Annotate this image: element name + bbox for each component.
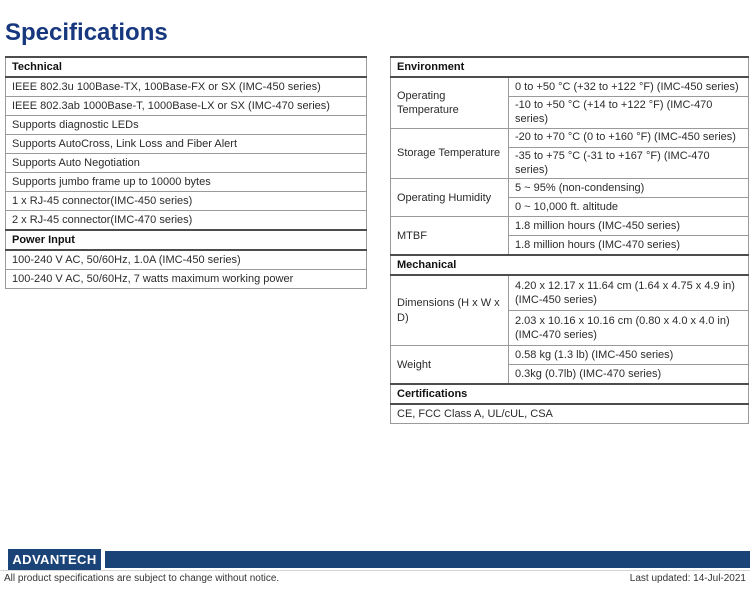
table-row — [391, 128, 749, 147]
spec-label-cell: Weight — [391, 346, 509, 385]
spec-value-cell: 0.58 kg (1.3 lb) (IMC-450 series) — [509, 346, 749, 365]
spec-cell: IEEE 802.3u 100Base-TX, 100Base-FX or SX (IMC-450 series) — [6, 77, 367, 97]
spec-value-cell: 4.20 x 12.17 x 11.64 cm (1.64 x 4.75 x 4.9 in) (IMC-450 series) — [509, 275, 749, 311]
spec-value-cell: 2.03 x 10.16 x 10.16 cm (0.80 x 4.0 x 4.0 in) (IMC-470 series) — [509, 311, 749, 346]
table-row — [391, 77, 749, 97]
footer-last-updated: Last updated: 14-Jul-2021 — [629, 573, 746, 584]
section-header-row — [6, 230, 367, 250]
section-header-power-input: Power Input — [6, 230, 367, 250]
spec-value-cell: -10 to +50 °C (+14 to +122 °F) (IMC-470 series) — [509, 97, 749, 129]
spec-value-cell: -35 to +75 °C (-31 to +167 °F) (IMC-470 series) — [509, 147, 749, 179]
footer-brand-bar — [105, 551, 750, 568]
table-row — [391, 217, 749, 236]
section-header-row — [391, 255, 749, 275]
spec-cell: Supports Auto Negotiation — [6, 154, 367, 173]
table-row — [6, 211, 367, 231]
table-row — [6, 250, 367, 270]
section-header-mechanical: Mechanical — [391, 255, 749, 275]
spec-cell: Supports AutoCross, Link Loss and Fiber Alert — [6, 135, 367, 154]
spec-cell: Supports diagnostic LEDs — [6, 116, 367, 135]
page-title: Specifications — [5, 19, 168, 46]
spec-value-cell: 0 to +50 °C (+32 to +122 °F) (IMC-450 series) — [509, 77, 749, 97]
table-row — [391, 346, 749, 365]
spec-value-cell: 1.8 million hours (IMC-450 series) — [509, 217, 749, 236]
spec-cell: CE, FCC Class A, UL/cUL, CSA — [391, 404, 749, 424]
section-header-environment: Environment — [391, 57, 749, 77]
technical-specs-table — [5, 56, 367, 289]
spec-value-cell: 0 ~ 10,000 ft. altitude — [509, 198, 749, 217]
spec-cell: 1 x RJ-45 connector(IMC-450 series) — [6, 192, 367, 211]
section-header-row — [391, 57, 749, 77]
advantech-logo: ADVANTECH — [8, 549, 101, 570]
spec-label-cell: Operating Humidity — [391, 179, 509, 217]
table-row — [6, 97, 367, 116]
environment-specs-table — [390, 56, 749, 424]
table-row — [391, 404, 749, 424]
section-header-certifications: Certifications — [391, 384, 749, 404]
table-row — [6, 135, 367, 154]
spec-value-cell: 0.3kg (0.7lb) (IMC-470 series) — [509, 365, 749, 385]
section-header-row — [6, 57, 367, 77]
table-row — [391, 275, 749, 311]
spec-label-cell: MTBF — [391, 217, 509, 256]
section-header-technical: Technical — [6, 57, 367, 77]
spec-cell: 100-240 V AC, 50/60Hz, 1.0A (IMC-450 series) — [6, 250, 367, 270]
spec-cell: Supports jumbo frame up to 10000 bytes — [6, 173, 367, 192]
spec-label-cell: Storage Temperature — [391, 128, 509, 179]
table-row — [6, 154, 367, 173]
spec-cell: 100-240 V AC, 50/60Hz, 7 watts maximum working power — [6, 270, 367, 289]
footer-divider — [0, 570, 750, 571]
table-row — [6, 192, 367, 211]
spec-label-cell: Operating Temperature — [391, 77, 509, 128]
table-row — [391, 179, 749, 198]
table-row — [6, 270, 367, 289]
table-row — [6, 77, 367, 97]
spec-value-cell: 1.8 million hours (IMC-470 series) — [509, 236, 749, 256]
spec-label-cell: Dimensions (H x W x D) — [391, 275, 509, 346]
table-row — [6, 173, 367, 192]
spec-cell: IEEE 802.3ab 1000Base-T, 1000Base-LX or SX (IMC-470 series) — [6, 97, 367, 116]
section-header-row — [391, 384, 749, 404]
spec-cell: 2 x RJ-45 connector(IMC-470 series) — [6, 211, 367, 231]
spec-value-cell: 5 ~ 95% (non-condensing) — [509, 179, 749, 198]
footer-disclaimer: All product specifications are subject to change without notice. — [4, 573, 280, 584]
spec-value-cell: -20 to +70 °C (0 to +160 °F) (IMC-450 series) — [509, 128, 749, 147]
table-row — [6, 116, 367, 135]
